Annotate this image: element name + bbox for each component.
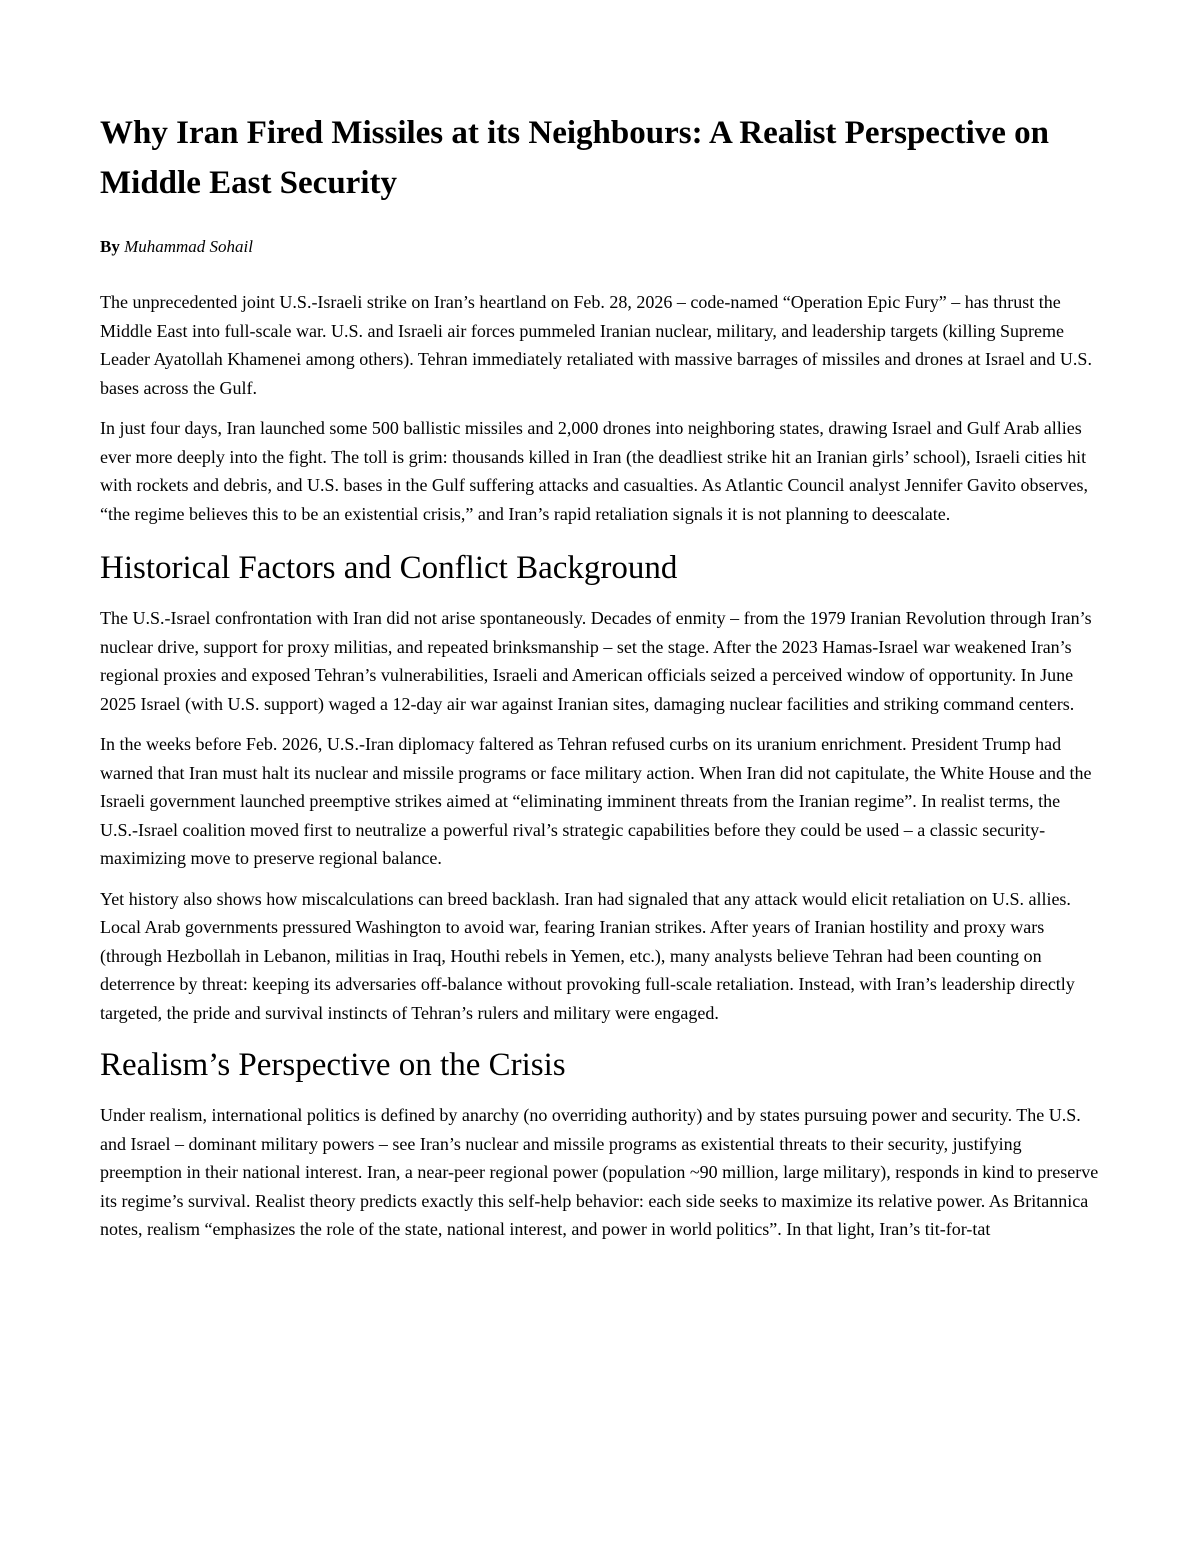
byline-prefix: By bbox=[100, 237, 120, 256]
historical-paragraph-2: In the weeks before Feb. 2026, U.S.-Iran diplomacy faltered as Tehran refused curbs on its uranium enrichment. President Trump had warned that Iran must halt its nuclear and missile programs or face military action. When Iran did not capitulate, the White House and the Israeli government launched preemptive strikes aimed at “eliminating imminent threats from the Iranian regime”. In realist terms, the U.S.-Israel coalition moved first to neutralize a powerful rival’s strategic capabilities before they could be used – a classic security-maximizing move to preserve regional balance. bbox=[100, 734, 1092, 868]
intro-paragraph-2: In just four days, Iran launched some 500 ballistic missiles and 2,000 drones into neighboring states, drawing Israel and Gulf Arab allies ever more deeply into the fight. The toll is grim: thousands killed in Iran (the deadliest strike hit an Iranian girls’ school), Israeli cities hit with rockets and debris, and U.S. bases in the Gulf suffering attacks and casualties. As Atlantic Council analyst Jennifer Gavito observes, “the regime believes this to be an existential crisis,” and Iran’s rapid retaliation signals it is not planning to deescalate. bbox=[100, 418, 1088, 524]
historical-paragraph-3: Yet history also shows how miscalculations can breed backlash. Iran had signaled that any attack would elicit retaliation on U.S. allies. Local Arab governments pressured Washington to avoid war, fearing Iranian strikes. After years of Iranian hostility and proxy wars (through Hezbollah in Lebanon, militias in Iraq, Houthi rebels in Yemen, etc.), many analysts believe Tehran had been counting on deterrence by threat: keeping its adversaries off-balance without provoking full-scale retaliation. Instead, with Iran’s leadership directly targeted, the pride and survival instincts of Tehran’s rulers and military were engaged. bbox=[100, 888, 1075, 1023]
author-name: Muhammad Sohail bbox=[124, 237, 254, 256]
realism-paragraph-1: Under realism, international politics is defined by anarchy (no overriding authority) and by states pursuing power and security. The U.S. and Israel – dominant military powers – see Iran’s nuclear and missile programs as existential threats to their security, justifying preemption in their national interest. Iran, a near-peer regional power (population ~90 million, large military), responds in kind to preserve its regime’s survival. Realist theory predicts exactly this self-help behavior: each side seeks to maximize its relative power. As Britannica notes, realism “emphasizes the role of the state, national interest, and power in world politics”. In that light, Iran’s tit-for-tat bbox=[100, 1105, 1099, 1239]
section-heading-realism: Realism’s Perspective on the Crisis bbox=[100, 1047, 566, 1083]
historical-paragraph-1: The U.S.-Israel confrontation with Iran did not arise spontaneously. Decades of enmity – from the 1979 Iranian Revolution through Iran’s nuclear drive, support for proxy militias, and repeated brinksmanship – set the stage. After the 2023 Hamas-Israel war weakened Iran’s regional proxies and exposed Tehran’s vulnerabilities, Israeli and American officials seized a perceived window of opportunity. In June 2025 Israel (with U.S. support) waged a 12-day air war against Iranian sites, damaging nuclear facilities and striking command centers. bbox=[100, 608, 1092, 714]
article-title: Why Iran Fired Missiles at its Neighbours: A Realist Perspective on Middle East Security bbox=[100, 115, 1050, 201]
byline bbox=[100, 236, 1100, 258]
intro-paragraph-1: The unprecedented joint U.S.-Israeli strike on Iran’s heartland on Feb. 28, 2026 – code-named “Operation Epic Fury” – has thrust the Middle East into full-scale war. U.S. and Israeli air forces pummeled Iranian nuclear, military, and leadership targets (killing Supreme Leader Ayatollah Khamenei among others). Tehran immediately retaliated with massive barrages of missiles and drones at Israel and U.S. bases across the Gulf. bbox=[100, 292, 1092, 398]
document-page bbox=[100, 108, 1100, 1244]
section-heading-historical: Historical Factors and Conflict Background bbox=[100, 550, 678, 586]
